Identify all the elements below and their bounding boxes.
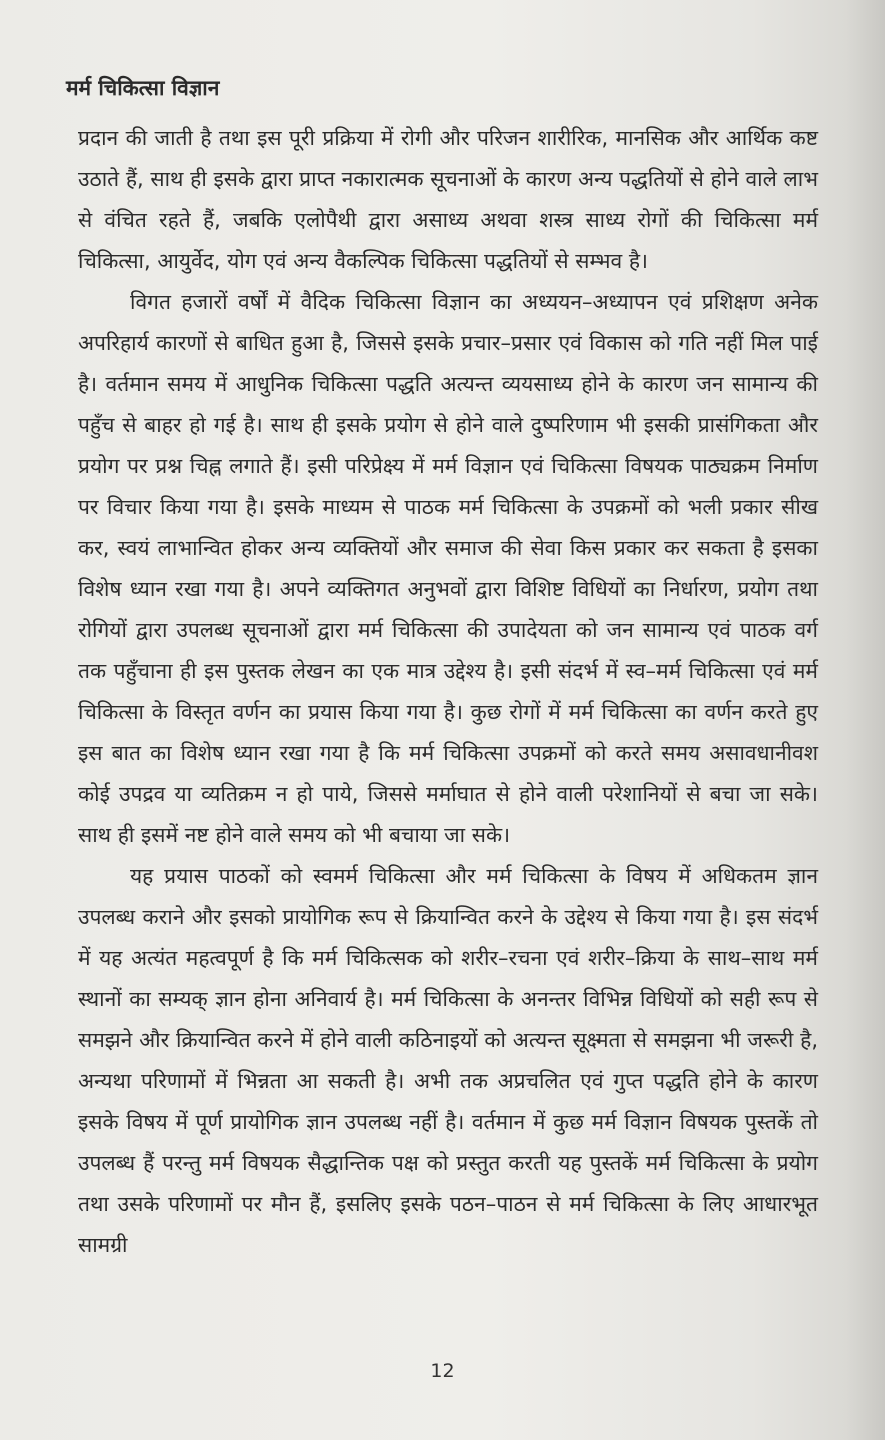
running-head: मर्म चिकित्सा विज्ञान — [66, 76, 220, 100]
body-text — [78, 118, 818, 1266]
page-number: 12 — [430, 1360, 455, 1382]
paragraph: विगत हजारों वर्षों में वैदिक चिकित्सा विज्ञान का अध्ययन–अध्यापन एवं प्रशिक्षण अनेक अपरिहार्य कारणों से बाधित हुआ है, जिससे इसके प्रचार–प्रसार एवं विकास को गति नहीं मिल पाई है। वर्तमान समय में आधुनिक चिकित्सा पद्धति अत्यन्त व्ययसाध्य होने के कारण जन सामान्य की पहुँच से बाहर हो गई है। साथ ही इसके प्रयोग से होने वाले दुष्परिणाम भी इसकी प्रासंगिकता और प्रयोग पर प्रश्न चिह्न लगाते हैं। इसी परिप्रेक्ष्य में मर्म विज्ञान एवं चिकित्सा विषयक पाठ्यक्रम निर्माण पर विचार किया गया है। इसके माध्यम से पाठक मर्म चिकित्सा के उपक्रमों को भली प्रकार सीख कर, स्वयं लाभान्वित होकर अन्य व्यक्तियों और समाज की सेवा किस प्रकार कर सकता है इसका विशेष ध्यान रखा गया है। अपने व्यक्तिगत अनुभवों द्वारा विशिष्ट विधियों का निर्धारण, प्रयोग तथा रोगियों द्वारा उपलब्ध सूचनाओं द्वारा मर्म चिकित्सा की उपादेयता को जन सामान्य एवं पाठक वर्ग तक पहुँचाना ही इस पुस्तक लेखन का एक मात्र उद्देश्य है। इसी संदर्भ में स्व–मर्म चिकित्सा एवं मर्म चिकित्सा के विस्तृत वर्णन का प्रयास किया गया है। कुछ रोगों में मर्म चिकित्सा का वर्णन करते हुए इस बात का विशेष ध्यान रखा गया है कि मर्म चिकित्सा उपक्रमों को करते समय असावधानीवश कोई उपद्रव या व्यतिक्रम न हो पाये, जिससे मर्माघात से होने वाली परेशानियों से बचा जा सके। साथ ही इसमें नष्ट होने वाले समय को भी बचाया जा सके। — [78, 290, 818, 847]
paragraph-continuation: प्रदान की जाती है तथा इस पूरी प्रक्रिया में रोगी और परिजन शारीरिक, मानसिक और आर्थिक कष्ट उठाते हैं, साथ ही इसके द्वारा प्राप्त नकारात्मक सूचनाओं के कारण अन्य पद्धतियों से होने वाले लाभ से वंचित रहते हैं, जबकि एलोपैथी द्वारा असाध्य अथवा शस्त्र साध्य रोगों की चिकित्सा मर्म चिकित्सा, आयुर्वेद, योग एवं अन्य वैकल्पिक चिकित्सा पद्धतियों से सम्भव है। — [78, 126, 818, 273]
paragraph: यह प्रयास पाठकों को स्वमर्म चिकित्सा और मर्म चिकित्सा के विषय में अधिकतम ज्ञान उपलब्ध कराने और इसको प्रायोगिक रूप से क्रियान्वित करने के उद्देश्य से किया गया है। इस संदर्भ में यह अत्यंत महत्वपूर्ण है कि मर्म चिकित्सक को शरीर–रचना एवं शरीर–क्रिया के साथ–साथ मर्म स्थानों का सम्यक् ज्ञान होना अनिवार्य है। मर्म चिकित्सा के अनन्तर विभिन्न विधियों को सही रूप से समझने और क्रियान्वित करने में होने वाली कठिनाइयों को अत्यन्त सूक्ष्मता से समझना भी जरूरी है, अन्यथा परिणामों में भिन्नता आ सकती है। अभी तक अप्रचलित एवं गुप्त पद्धति होने के कारण इसके विषय में पूर्ण प्रायोगिक ज्ञान उपलब्ध नहीं है। वर्तमान में कुछ मर्म विज्ञान विषयक पुस्तकें तो उपलब्ध हैं परन्तु मर्म विषयक सैद्धान्तिक पक्ष को प्रस्तुत करती यह पुस्तकें मर्म चिकित्सा के प्रयोग तथा उसके परिणामों पर मौन हैं, इसलिए इसके पठन–पाठन से मर्म चिकित्सा के लिए आधारभूत सामग्री — [78, 864, 818, 1257]
page-edge-shadow — [845, 0, 885, 1440]
